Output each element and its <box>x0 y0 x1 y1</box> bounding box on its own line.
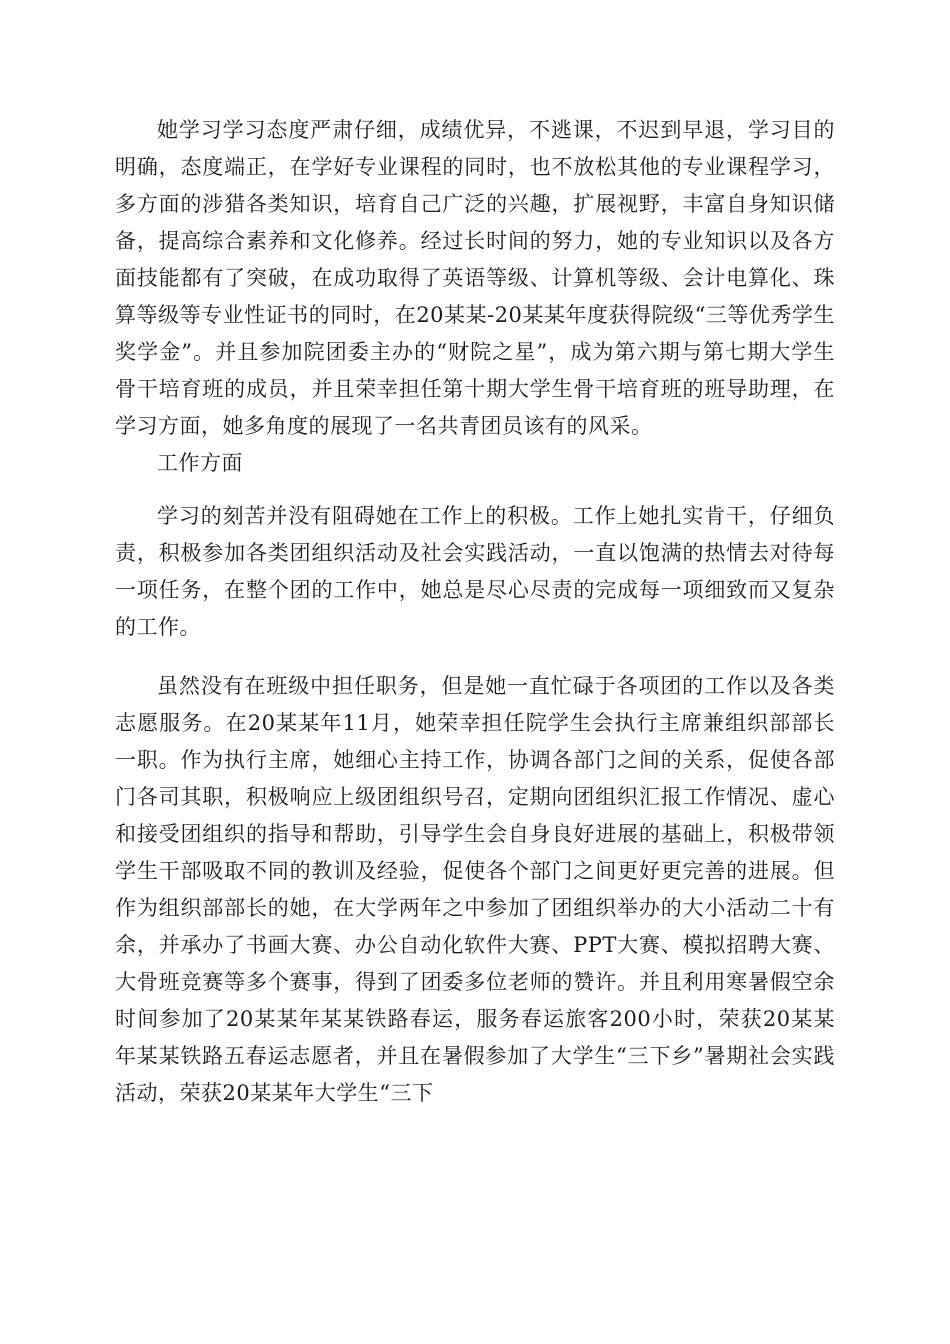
paragraph-study: 她学习学习态度严肃仔细，成绩优异，不逃课，不迟到早退，学习目的明确，态度端正，在学好专业课程的同时，也不放松其他的专业课程学习，多方面的涉猎各类知识，培育自己广泛的兴趣，扩展视野，丰富自身知识储备，提高综合素养和文化修养。经过长时间的努力，她的专业知识以及各方面技能都有了突破，在成功取得了英语等级、计算机等级、会计电算化、珠算等级等专业性证书的同时，在20某某-20某某年度获得院级“三等优秀学生奖学金”。并且参加院团委主办的“财院之星”，成为第六期与第七期大学生骨干培育班的成员，并且荣幸担任第十期大学生骨干培育班的班导助理，在学习方面，她多角度的展现了一名共青团员该有的风采。 <box>115 118 835 438</box>
paragraph-work-1: 学习的刻苦并没有阻碍她在工作上的积极。工作上她扎实肯干，仔细负责，积极参加各类团组织活动及社会实践活动，一直以饱满的热情去对待每一项任务，在整个团的工作中，她总是尽心尽责的完成每一项细致而又复杂的工作。 <box>115 504 835 639</box>
paragraph-work-2: 虽然没有在班级中担任职务，但是她一直忙碌于各项团的工作以及各类志愿服务。在20某某年11月，她荣幸担任院学生会执行主席兼组织部部长一职。作为执行主席，她细心主持工作，协调各部门之间的关系，促使各部门各司其职，积极响应上级团组织号召，定期向团组织汇报工作情况、虚心和接受团组织的指导和帮助，引导学生会自身良好进展的基础上，积极带领学生干部吸取不同的教训及经验，促使各个部门之间更好更完善的进展。但作为组织部部长的她，在大学两年之中参加了团组织举办的大小活动二十有余，并承办了书画大赛、办公自动化软件大赛、PPT大赛、模拟招聘大赛、大骨班竞赛等多个赛事，得到了团委多位老师的赞许。并且利用寒暑假空余时间参加了20某某年某某铁路春运，服务春运旅客200小时，荣获20某某年某某铁路五春运志愿者，并且在暑假参加了大学生“三下乡”暑期社会实践活动，荣获20某某年大学生“三下 <box>115 674 836 1105</box>
section-heading-work: 工作方面 <box>157 451 243 475</box>
document-page <box>115 112 835 1112</box>
